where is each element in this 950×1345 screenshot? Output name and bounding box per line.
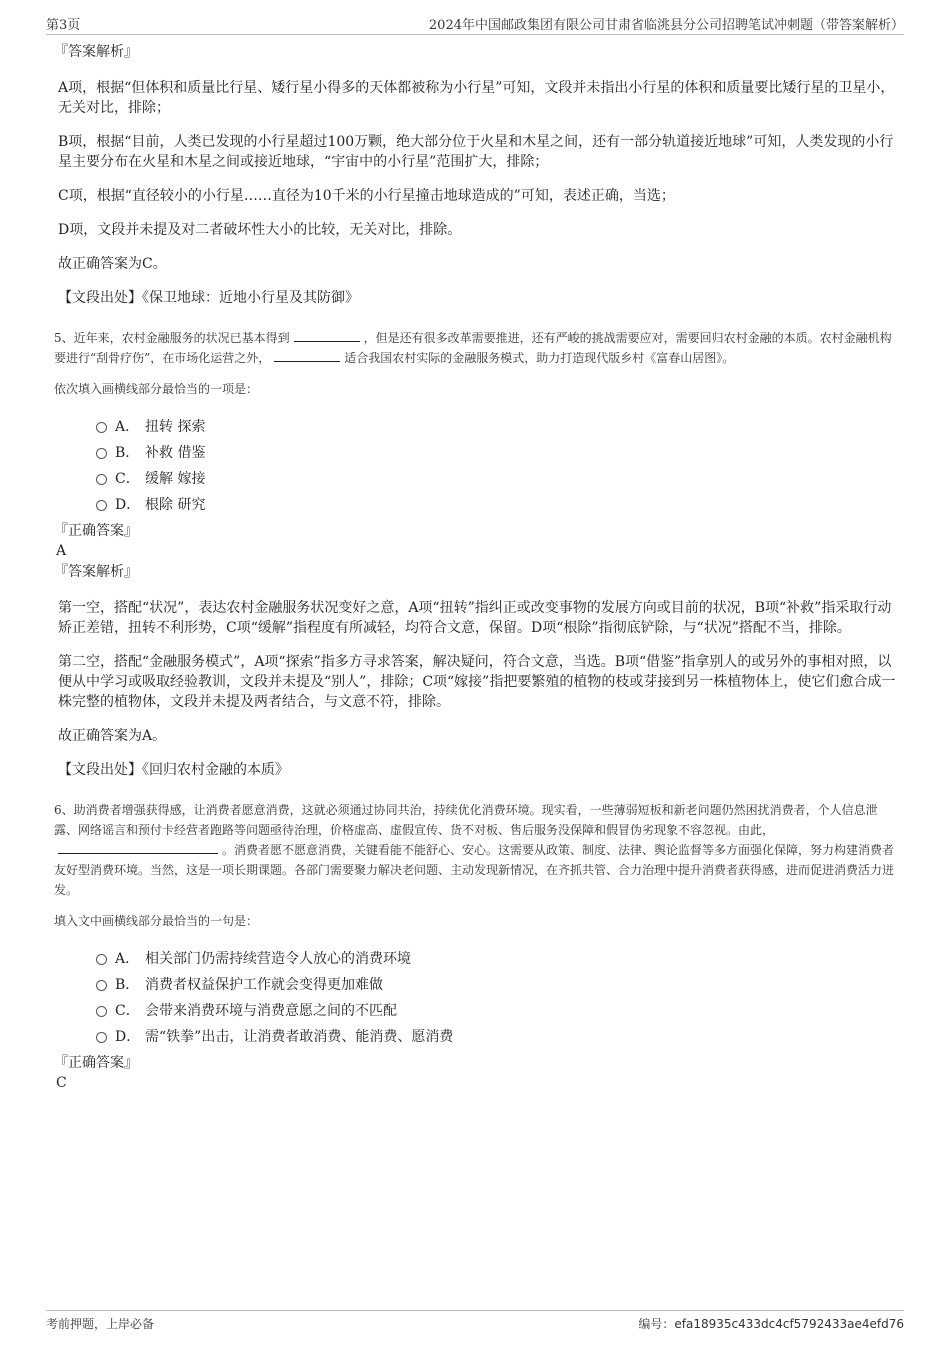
page-number: 第3页	[46, 18, 81, 33]
option-b[interactable]	[96, 972, 898, 998]
analysis-paragraph: A项，根据“但体积和质量比行星、矮行星小得多的天体都被称为小行星”可知，文段并未指出小行星的体积和质量要比矮行星的卫星小，无关对比，排除；	[58, 80, 895, 116]
option-key: A．	[115, 419, 140, 435]
option-text: 根除 研究	[145, 497, 206, 513]
radio-icon[interactable]	[96, 500, 107, 511]
option-a[interactable]	[96, 946, 898, 972]
code-label: 编号：	[638, 1317, 675, 1331]
radio-icon[interactable]	[96, 980, 107, 991]
analysis-tag: 『答案解析』	[54, 44, 138, 60]
stem-text: 适合我国农村实际的金融服务模式，助力打造现代版乡村《富春山居图》。	[344, 351, 735, 365]
stem-text: 5、近年来，农村金融服务的状况已基本得到	[54, 331, 290, 345]
fill-blank	[274, 349, 340, 362]
radio-icon[interactable]	[96, 1032, 107, 1043]
option-text: 相关部门仍需持续营造令人放心的消费环境	[145, 951, 411, 967]
fill-blank	[294, 329, 360, 342]
radio-icon[interactable]	[96, 474, 107, 485]
source-citation: 【文段出处】《回归农村金融的本质》	[58, 762, 289, 778]
option-c[interactable]	[96, 466, 898, 492]
option-text: 消费者权益保护工作就会变得更加难做	[145, 977, 383, 993]
source-citation: 【文段出处】《保卫地球：近地小行星及其防御》	[58, 290, 359, 306]
option-key: C．	[115, 471, 140, 487]
stem-text: 6、助消费者增强获得感，让消费者愿意消费，这就必须通过协同共治，持续优化消费环境。现实看，一些薄弱短板和新老问题仍然困扰消费者，个人信息泄露、网络谣言和预付卡经营者跑路等问题亟待治理，价格虚高、虚假宣传、货不对板、售后服务没保障和假冒伪劣现象不容忽视。由此，	[54, 803, 878, 837]
option-key: C．	[115, 1003, 140, 1019]
analysis-paragraph: B项，根据“目前，人类已发现的小行星超过100万颗，绝大部分位于火星和木星之间，还有一部分轨道接近地球”可知，人类发现的小行星主要分布在火星和木星之间或接近地球，“宇宙中的小行星”范围扩大，排除；	[58, 134, 894, 170]
option-key: B．	[115, 445, 140, 461]
code-value: efa18935c433dc4cf5792433ae4efd76	[674, 1317, 904, 1331]
option-text: 会带来消费环境与消费意愿之间的不匹配	[145, 1003, 397, 1019]
correct-answer-tag: 『正确答案』	[54, 1055, 138, 1071]
option-text: 扭转 探索	[145, 419, 206, 435]
page-footer	[46, 1310, 904, 1335]
analysis-paragraph: C项，根据“直径较小的小行星……直径为10千米的小行星撞击地球造成的”可知，表述正确，当选；	[58, 188, 675, 204]
question-5-stem	[54, 328, 898, 368]
document-code	[638, 1315, 904, 1332]
footer-slogan: 考前押题，上岸必备	[46, 1317, 155, 1331]
option-list	[96, 414, 898, 518]
document-title: 2024年中国邮政集团有限公司甘肃省临洮县分公司招聘笔试冲刺题（带答案解析）	[428, 18, 904, 33]
option-text: 缓解 嫁接	[145, 471, 206, 487]
stem-text: ，但是还有很多改革需要推进，还有严峻的挑战需要应对，需要回归农村金融的本质。农村金融机构要进行“刮骨疗伤”，在市场化运营之外，	[54, 331, 892, 365]
question-prompt: 填入文中画横线部分最恰当的一句是：	[54, 914, 259, 928]
option-key: B．	[115, 977, 140, 993]
radio-icon[interactable]	[96, 422, 107, 433]
conclusion: 故正确答案为C。	[58, 256, 167, 272]
radio-icon[interactable]	[96, 1006, 107, 1017]
question-6-stem	[54, 800, 898, 900]
option-key: A．	[115, 951, 140, 967]
option-d[interactable]	[96, 1024, 898, 1050]
correct-answer-tag: 『正确答案』	[54, 523, 138, 539]
option-text: 需“铁拳”出击，让消费者敢消费、能消费、愿消费	[145, 1029, 454, 1045]
radio-icon[interactable]	[96, 448, 107, 459]
option-d[interactable]	[96, 492, 898, 518]
question-prompt: 依次填入画横线部分最恰当的一项是：	[54, 382, 259, 396]
page-header	[46, 12, 904, 35]
option-b[interactable]	[96, 440, 898, 466]
analysis-paragraph: 第二空，搭配“金融服务模式”，A项“探索”指多方寻求答案，解决疑问，符合文意，当选。B项“借鉴”指拿别人的或另外的事相对照，以便从中学习或吸取经验教训，文段并未提及“别人”，排除；C项“嫁接”指把要繁殖的植物的枝或芽接到另一株植物体上，使它们愈合成一株完整的植物体，文段并未提及两者结合，与文意不符，排除。	[58, 654, 896, 710]
stem-text: 。消费者愿不愿意消费，关键看能不能舒心、安心。这需要从政策、制度、法律、舆论监督等多方面强化保障，努力构建消费者友好型消费环境。当然，这是一项长期课题。各部门需要聚力解决老问题、主动发现新情况，在齐抓共管、合力治理中提升消费者获得感，进而促进消费活力迸发。	[54, 843, 895, 897]
option-list	[96, 946, 898, 1050]
conclusion: 故正确答案为A。	[58, 728, 167, 744]
radio-icon[interactable]	[96, 954, 107, 965]
option-text: 补救 借鉴	[145, 445, 206, 461]
option-c[interactable]	[96, 998, 898, 1024]
fill-blank	[58, 841, 218, 854]
option-key: D．	[115, 497, 141, 513]
correct-answer: C	[56, 1075, 67, 1091]
page-content	[54, 42, 898, 1094]
analysis-tag: 『答案解析』	[54, 564, 138, 580]
analysis-paragraph: D项，文段并未提及对二者破坏性大小的比较，无关对比，排除。	[58, 222, 462, 238]
option-a[interactable]	[96, 414, 898, 440]
correct-answer: A	[56, 543, 67, 559]
analysis-paragraph: 第一空，搭配“状况”，表达农村金融服务状况变好之意，A项“扭转”指纠正或改变事物的发展方向或目前的状况，B项“补救”指采取行动矫正差错，扭转不利形势，C项“缓解”指程度有所减轻，均符合文意，保留。D项“根除”指彻底铲除，与“状况”搭配不当，排除。	[58, 600, 892, 636]
option-key: D．	[115, 1029, 141, 1045]
